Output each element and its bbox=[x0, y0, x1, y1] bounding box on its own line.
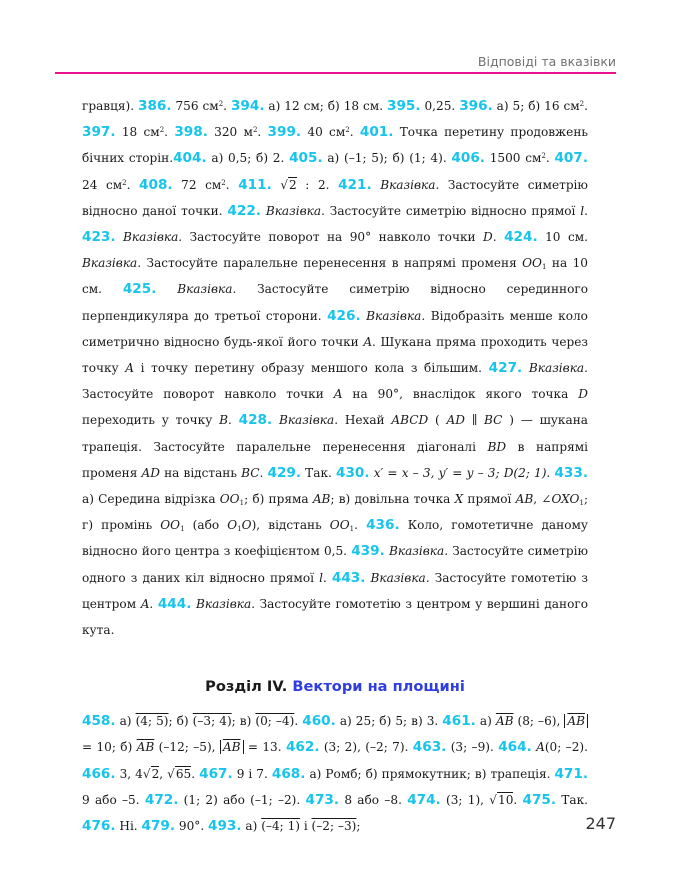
running-header: Відповіді та вказівки bbox=[477, 54, 616, 69]
answer-number: 443. bbox=[331, 569, 366, 586]
answer-number: 473. bbox=[305, 791, 340, 808]
answer-number: 421. bbox=[338, 176, 372, 193]
answer-number: 460. bbox=[302, 713, 336, 730]
answer-number: 401. bbox=[359, 124, 394, 141]
answer-number: 424. bbox=[504, 229, 538, 246]
answer-number: 464. bbox=[498, 739, 532, 756]
answer-number: 386. bbox=[138, 98, 172, 114]
answer-number: 405. bbox=[289, 150, 323, 167]
answer-number: 466. bbox=[82, 765, 116, 782]
answer-number: 471. bbox=[554, 765, 588, 782]
sqrt-symbol: √ bbox=[489, 792, 497, 807]
answer-number: 425. bbox=[122, 281, 157, 298]
sqrt-symbol: √ bbox=[167, 766, 175, 781]
answer-number: 397. bbox=[82, 124, 116, 141]
answer-number: 399. bbox=[267, 124, 302, 141]
answer-number: 395. bbox=[387, 98, 421, 114]
sqrt-symbol: √ bbox=[280, 177, 289, 192]
answer-number: 462. bbox=[285, 739, 320, 756]
answer-number: 479. bbox=[141, 818, 176, 835]
answer-number: 474. bbox=[407, 791, 441, 808]
section-name: Вектори на площині bbox=[292, 678, 465, 696]
answer-number: 407. bbox=[554, 150, 588, 167]
answer-number: 467. bbox=[199, 765, 233, 782]
answers-paragraph-1: гравця). 386. 756 $см^2$. 394. а) 12 см; б) 18 см. 395. 0,25. 396. а) 5; б) 16 $см^2$. 397. 18 $см^2$. 398. 320 $м^2$. 399. 40 $см^2$. 401. Точка перетину продовжень бічних сторін.404. а) 0,5; б) 2. 405. а) (–1; 5); б) (1; 4). 406. 1500 $см^2$. 407. 24 $см^2$. 408. 72 $см^2$. 411. √2 : 2. 421. Вказівка. Застосуйте симетрію відносно даної точки. 422. Вказівка. Застосуйте симетрію відносно прямої l. 423. Вказівка. Застосуйте поворот на 90° навколо точки D. 424. 10 см. Вказівка. Застосуйте паралельне перенесення в напрямі променя $OO_1$ на 10 см. 425. Вказівка. Застосуйте симетрію відносно серединного перпендикуляра до третьої сторони. 426. Вказівка. Відобразіть менше коло симетрично відносно будь-якої його точки A. Шукана пряма проходить через точку A і точку перетину образу меншого кола з більшим. 427. Вказівка. Застосуйте поворот навколо точки A на 90°, внаслідок якого точка D переходить у точку B. 428. Вказівка. Нехай ABCD ( AD ∥ BC ) — шукана трапеція. Застосуйте паралельне перенесення діагоналі BD в напрямі променя AD на відстань BC. 429. Так. 430. x′ = x – 3, y′ = y – 3; D(2; 1). 433. а) Середина відрізка $OO_1$; б) пряма AB; в) довільна точка X прямої AB, $\angle OXO_1$; г) промінь $OO_1$ (або $O_1O$), відстань $OO_1$. 436. Коло, гомотетичне даному відносно його центра з коефіцієнтом 0,5. 439. Вказівка. Застосуйте симетрію одного з даних кіл відносно прямої l. 443. Вказівка. Застосуйте гомотетію з центром A. 444. Вказівка. Застосуйте гомотетію з центром у вершині даного кута. bbox=[82, 98, 589, 638]
answer-number: 422. bbox=[227, 202, 261, 219]
answer-number: 427. bbox=[488, 360, 523, 377]
answer-number: 436. bbox=[366, 517, 400, 534]
answer-number: 430. bbox=[336, 464, 370, 481]
answers-content bbox=[82, 93, 588, 839]
answer-number: 411. bbox=[238, 176, 272, 193]
answer-number: 404. bbox=[173, 150, 207, 167]
answer-number: 476. bbox=[82, 818, 116, 835]
answer-number: 398. bbox=[174, 124, 208, 141]
answer-number: 394. bbox=[230, 98, 265, 114]
section-label: Розділ IV. bbox=[205, 678, 288, 696]
answer-number: 463. bbox=[412, 739, 447, 756]
answer-number: 444. bbox=[157, 595, 192, 612]
answer-number: 429. bbox=[267, 464, 302, 481]
answer-number: 472. bbox=[144, 791, 179, 808]
page-number: 247 bbox=[585, 814, 616, 833]
answer-number: 493. bbox=[208, 818, 242, 835]
section-title bbox=[82, 678, 588, 695]
answer-number: 406. bbox=[451, 150, 485, 167]
answer-number: 426. bbox=[327, 307, 361, 324]
answer-number: 458. bbox=[82, 713, 116, 730]
sqrt-symbol: √ bbox=[142, 766, 151, 781]
answer-number: 433. bbox=[554, 464, 588, 481]
answer-number: 475. bbox=[522, 791, 557, 808]
answers-paragraph-2: 458. а) (4; 5); б) (–3; 4); в) (0; –4). 460. а) 25; б) 5; в) 3. 461. а) $\overline{AB}$ (8; –6), $\overline{AB} = 10$; б) $\overline{AB}$ (–12; –5), $\overline{AB} = 13$. 462. (3; 2), (–2; 7). 463. (3; –9). 464. A(0; –2). 466. 3, 4√2, √65. 467. 9 і 7. 468. а) Ромб; б) прямокутник; в) трапеція. 471. 9 або –5. 472. (1; 2) або (–1; –2). 473. 8 або –8. 474. (3; 1), √10. 475. Так. 476. Ні. 479. 90°. 493. а) (–4; 1) і (–2; –3); bbox=[82, 713, 589, 835]
answer-number: 439. bbox=[351, 543, 385, 560]
answer-number: 461. bbox=[442, 713, 476, 730]
answer-number: 428. bbox=[238, 412, 273, 429]
answer-number: 423. bbox=[82, 229, 116, 246]
answer-number: 408. bbox=[139, 176, 173, 193]
header-rule bbox=[55, 72, 616, 74]
answer-number: 468. bbox=[271, 765, 306, 782]
answer-number: 396. bbox=[459, 98, 493, 114]
